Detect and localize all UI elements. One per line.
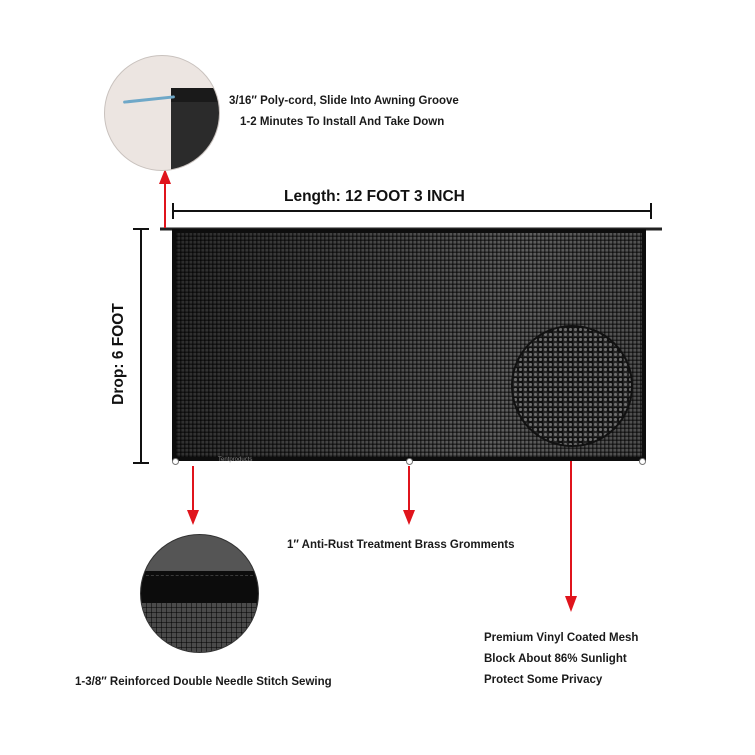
polycord-hem-detail xyxy=(171,88,220,171)
mesh-zoom-circle xyxy=(511,325,633,447)
sewing-stitch-line xyxy=(141,575,258,576)
polycord-callout-line2: 1-2 Minutes To Install And Take Down xyxy=(240,116,445,128)
drop-label: Drop: 6 FOOT xyxy=(110,303,127,405)
grommet-right xyxy=(639,458,646,465)
mesh-callout-line1: Premium Vinyl Coated Mesh xyxy=(484,632,639,644)
grommet-callout: 1″ Anti-Rust Treatment Brass Gromments xyxy=(287,539,515,551)
sewing-callout: 1-3/8″ Reinforced Double Needle Stitch Sewing xyxy=(75,676,332,688)
length-label: Length: 12 FOOT 3 INCH xyxy=(284,188,465,205)
grommet-left xyxy=(172,458,179,465)
arrow-up-polycord xyxy=(159,169,171,228)
mesh-callout-line3: Protect Some Privacy xyxy=(484,674,603,686)
arrow-down-sewing xyxy=(187,466,199,525)
polycord-detail-circle xyxy=(104,55,220,171)
mesh-callout-line2: Block About 86% Sunlight xyxy=(484,653,627,665)
polycord-cord-detail xyxy=(123,95,175,103)
arrow-down-mesh xyxy=(565,446,577,612)
polycord-callout-line1: 3/16″ Poly-cord, Slide Into Awning Groove xyxy=(229,95,459,107)
grommet-center xyxy=(406,458,413,465)
arrow-down-grommet xyxy=(403,466,415,525)
brand-mark: Tentproducts xyxy=(218,457,253,463)
sewing-detail-circle xyxy=(140,534,259,653)
sewing-mesh-detail xyxy=(141,603,258,652)
drop-dimension-line xyxy=(133,229,149,463)
